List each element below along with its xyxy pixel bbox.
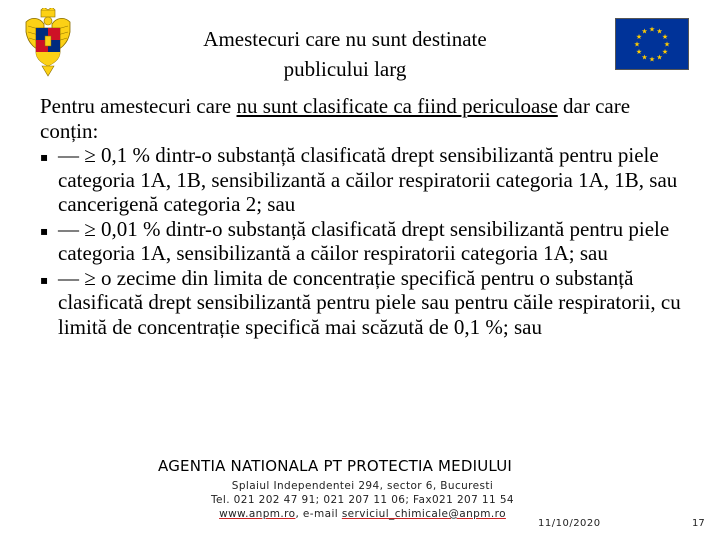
intro-pre: Pentru amestecuri care — [40, 94, 237, 118]
eu-star-icon: ★ — [648, 25, 656, 34]
list-item — [40, 266, 690, 340]
bullet-icon: ▪ — [40, 150, 49, 164]
eu-star-icon: ★ — [661, 48, 669, 56]
bullet-text: — ≥ 0,01 % dintr-o substanță clasificată drept sensibilizantă pentru piele categoria 1A, sensibilizantă a căilor respiratorii categoria 1A; sau — [58, 216, 670, 265]
eu-star-icon: ★ — [656, 27, 663, 36]
intro-post: dar care conțin: — [40, 94, 631, 143]
title-line-1: Amestecuri care nu sunt destinate — [203, 27, 487, 51]
email-link[interactable]: serviciul_chimicale@anpm.ro — [341, 508, 506, 520]
bullet-text: — ≥ 0,1 % dintr-o substanță clasificată drept sensibilizantă pentru piele categoria 1A, 1B, sensibilizantă a căilor respiratorii categoria 1A, 1B, sau cancerigenă categoria 2; sau — [58, 143, 678, 216]
bullet-icon: ▪ — [40, 223, 49, 238]
eu-star-icon: ★ — [641, 53, 648, 62]
list-item — [40, 217, 690, 266]
eu-star-icon: ★ — [656, 53, 663, 62]
slide-number: 17 — [692, 518, 705, 529]
eu-star-icon: ★ — [641, 27, 648, 36]
list-item — [40, 143, 690, 217]
eu-star-icon: ★ — [663, 40, 671, 49]
website-link[interactable]: www.anpm.ro — [219, 508, 296, 520]
bullet-list — [40, 143, 690, 339]
email-label: , e-mail — [295, 508, 342, 520]
romania-coat-of-arms-icon — [22, 8, 74, 80]
agency-phones: Tel. 021 202 47 91; 021 207 11 06; Fax021 207 11 54 — [210, 494, 514, 506]
eu-star-icon: ★ — [635, 48, 643, 56]
slide-date: 11/10/2020 — [538, 518, 601, 529]
eu-star-icon: ★ — [648, 55, 656, 64]
agency-address: Splaiul Independentei 294, sector 6, Bucuresti — [231, 480, 494, 492]
intro-underlined: nu sunt clasificate ca fiind periculoase — [236, 94, 558, 118]
title-line-2: publicului larg — [283, 57, 407, 81]
agency-contacts — [190, 508, 535, 521]
main-content — [40, 94, 690, 339]
intro-paragraph — [40, 94, 690, 143]
bullet-text: — ≥ o zecime din limita de concentrație specifică pentru o substanță clasificată drept sensibilizantă pentru piele sau pentru căile respiratorii, cu limită de concentrație specifică mai scăzută de 0,1 %; sau — [58, 265, 681, 339]
eu-flag-icon — [615, 18, 689, 70]
eu-star-icon: ★ — [633, 40, 641, 49]
eu-star-icon: ★ — [635, 33, 643, 41]
slide-title — [120, 24, 570, 84]
agency-name: AGENTIA NATIONALA PT PROTECTIA MEDIULUI — [158, 457, 513, 475]
eu-star-icon: ★ — [661, 33, 669, 41]
bullet-icon: ▪ — [40, 272, 49, 287]
